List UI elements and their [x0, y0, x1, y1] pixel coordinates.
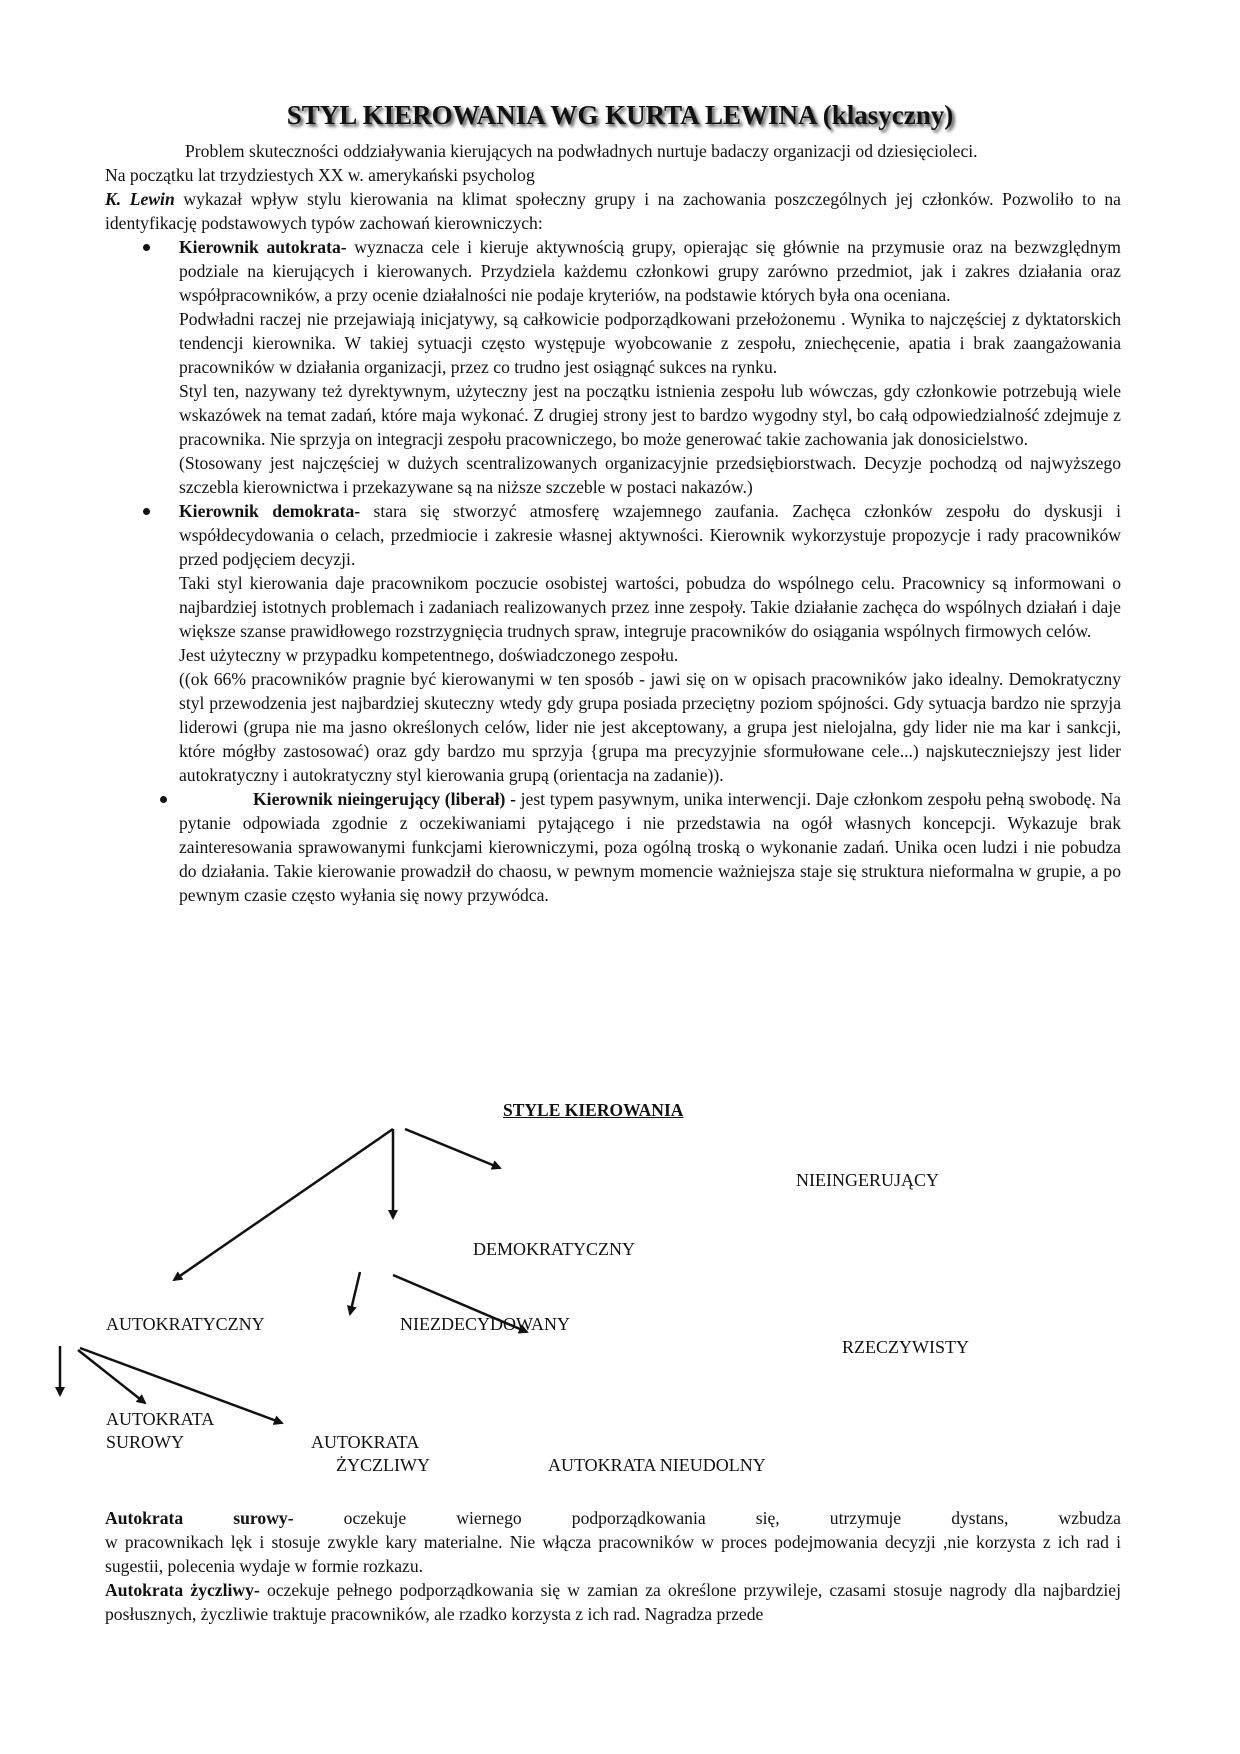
definitions	[105, 1506, 1121, 1626]
intro-line-2: Na początku lat trzydziestych XX w. amerykański psycholog	[105, 165, 535, 185]
node-autokratyczny: AUTOKRATYCZNY	[106, 1314, 265, 1334]
bullet-icon	[160, 796, 167, 803]
section-demokrata-p1	[179, 499, 1121, 571]
term-demokrata: Kierownik demokrata-	[179, 501, 361, 521]
definition-zyczliwy	[105, 1578, 1121, 1626]
node-autokrata-surowy-line1: AUTOKRATA	[106, 1409, 215, 1429]
section-liberal-p1	[179, 787, 1121, 907]
section-demokrata-p2: Taki styl kierowania daje pracownikom poczucie osobistej wartości, pobudza do wspólnego celu. Pracownicy są informowani o najbardziej istotnych problemach i zadaniach realizowanych przez inne zespoły. Takie działanie zachęca do wspólnych działań i daje większe szanse prawidłowego rozstrzygnięcia trudnych spraw, integruje pracowników do osiągania wspólnych firmowych celów.	[179, 573, 1121, 641]
bullet-icon	[143, 244, 150, 251]
bullet-icon	[143, 508, 150, 515]
section-demokrata-text-1: stara się stworzyć atmosferę wzajemnego zaufania. Zachęca członków zespołu do dyskusji i współdecydowania o celach, przedmiocie i zakresie własnej aktywności. Kierownik wykorzystuje propozycje i rady pracowników przed podjęciem decyzji.	[179, 501, 1121, 569]
main-text	[105, 139, 1121, 907]
word: dystans,	[951, 1508, 1009, 1528]
term-surowy-word2: surowy-	[233, 1508, 294, 1528]
definition-surowy-rest: w pracownikach lęk i stosuje zwykle kary materialne. Nie włącza pracowników w proces podejmowania decyzji ,nie korzysta z ich rad i sugestii, polecenia wydaje w formie rozkazu.	[105, 1532, 1121, 1576]
section-autokrata-p1	[179, 235, 1121, 307]
section-autokrata-p3: Styl ten, nazywany też dyrektywnym, użyteczny jest na początku istnienia zespołu lub wówczas, gdy członkowie potrzebują wiele wskazówek na temat zadań, które maja wykonać. Z drugiej strony jest to bardzo wygodny styl, bo całą odpowiedzialność zdejmuje z pracownika. Nie sprzyja on integracji zespołu pracowniczego, bo może generować takie zachowania jak donosicielstwo.	[179, 381, 1121, 449]
section-demokrata	[105, 499, 1121, 787]
term-autokrata: Kierownik autokrata-	[179, 237, 347, 257]
term-liberal: Kierownik nieingerujący (liberał) -	[253, 789, 516, 809]
intro-paragraph	[105, 187, 1121, 235]
arrow-root-to-autokratyczny	[174, 1129, 393, 1280]
node-rzeczywisty: RZECZYWISTY	[842, 1337, 969, 1357]
term-surowy-word1: Autokrata	[105, 1508, 184, 1528]
section-demokrata-p4: ((ok 66% pracowników pragnie być kierowanymi w ten sposób - jawi się on w opisach pracowników jako idealny. Demokratyczny styl przewodzenia jest najbardziej skuteczny wtedy gdy grupa posiada przeciętny poziom spójności. Gdy sytuacja bardzo nie sprzyja liderowi (grupa nie ma jasno określonych celów, lider nie jest akceptowany, a grupa jest nielojalna, gdy lider nie ma kar i sankcji, które mógłby zastosować) oraz gdy bardzo mu sprzyja {grupa ma precyzyjnie sformułowane cele...) najskuteczniejszy jest lider autokratyczny i autokratyczny styl kierowania grupą (orientacja na zadanie)).	[179, 669, 1121, 785]
author-name: K. Lewin	[105, 189, 175, 209]
word: utrzymuje	[829, 1508, 902, 1528]
diagram-arrows	[0, 1090, 1240, 1490]
term-zyczliwy: Autokrata życzliwy-	[105, 1580, 260, 1600]
node-autokrata-surowy-line2: SUROWY	[106, 1432, 185, 1452]
node-autokrata-nieudolny: AUTOKRATA NIEUDOLNY	[548, 1455, 766, 1475]
node-nieingerujacy: NIEINGERUJĄCY	[796, 1170, 939, 1190]
arrow-demokratyczny-to-niezdecydowany	[350, 1272, 360, 1314]
intro-line-1: Problem skuteczności oddziaływania kierujących na podwładnych nurtuje badaczy organizacji od dziesięcioleci.	[185, 141, 978, 161]
section-autokrata-p4: (Stosowany jest najczęściej w dużych scentralizowanych organizacyjnie przedsiębiorstwach. Decyzje pochodzą od najwyższego szczebla kierownictwa i przekazywane są na niższe szczeble w postaci nakazów.)	[179, 453, 1121, 497]
word: oczekuje	[343, 1508, 407, 1528]
section-autokrata	[105, 235, 1121, 499]
word: wiernego	[456, 1508, 522, 1528]
definition-zyczliwy-text: oczekuje pełnego podporządkowania się w zamian za określone przywileje, czasami stosuje nagrody dla najbardziej posłusznych, życzliwie traktuje pracowników, ale rzadko korzysta z ich rad. Nagradza przede	[105, 1580, 1122, 1624]
node-autokrata-zyczliwy-line1: AUTOKRATA	[311, 1432, 420, 1452]
management-styles-diagram	[0, 1090, 1240, 1490]
definition-surowy-first-line	[105, 1506, 1121, 1530]
word: podporządkowania	[571, 1508, 706, 1528]
arrow-root-to-nieingerujacy	[405, 1129, 500, 1168]
section-autokrata-p2: Podwładni raczej nie przejawiają inicjatywy, są całkowicie podporządkowani przełożonemu . Wynika to najczęściej z dyktatorskich tendencji kierownika. W takiej sytuacji często występuje wyobcowanie z zespołu, zniechęcenie, apatia i brak zaangażowania pracowników w działania organizacji, przez co trudno jest osiągnąć sukces na rynku.	[179, 309, 1121, 377]
section-liberal-text-1: jest typem pasywnym, unika interwencji. Daje członkom zespołu pełną swobodę. Na pytanie odpowiada zgodnie z oczekiwaniami pytającego i nie przedstawia na ogół własnych koncepcji. Wykazuje brak zainteresowania sprawowanymi funkcjami kierowniczymi, poza ogólną troską o wykonanie zadań. Unika ocen ludzi i nie pobudza do działania. Takie kierowanie prowadził do chaosu, w pewnym momencie ważniejsza staje się struktura nieformalna w grupie, a po pewnym czasie często wyłania się nowy przywódca.	[179, 789, 1121, 905]
diagram-root-label: STYLE KIEROWANIA	[503, 1100, 684, 1120]
section-demokrata-p3: Jest użyteczny w przypadku kompetentnego, doświadczonego zespołu.	[179, 645, 679, 665]
node-niezdecydowany: NIEZDECYDOWANY	[400, 1314, 570, 1334]
section-autokrata-text-1: wyznacza cele i kieruje aktywnością grupy, opierając się głównie na przymusie oraz na bezwzględnym podziale na kierujących i kierowanych. Przydziela każdemu członkowi grupy zarówno przedmiot, jak i zakres działania oraz współpracowników, a przy ocenie działalności nie podaje kryteriów, na podstawie których była ona oceniana.	[179, 237, 1121, 305]
node-autokrata-zyczliwy-line2: ŻYCZLIWY	[336, 1455, 430, 1475]
section-liberal	[105, 787, 1121, 907]
intro-line-3: wykazał wpływ stylu kierowania na klimat społeczny grupy i na zachowania poszczególnych jej członków. Pozwoliło to na identyfikację podstawowych typów zachowań kierowniczych:	[105, 189, 1121, 233]
word: się,	[755, 1508, 780, 1528]
arrow-autokratyczny-to-zyczliwy	[78, 1350, 145, 1403]
document-title: STYL KIEROWANIA WG KURTA LEWINA (klasyczny)	[286, 100, 954, 130]
node-demokratyczny: DEMOKRATYCZNY	[473, 1239, 635, 1259]
word: wzbudza	[1058, 1508, 1121, 1528]
